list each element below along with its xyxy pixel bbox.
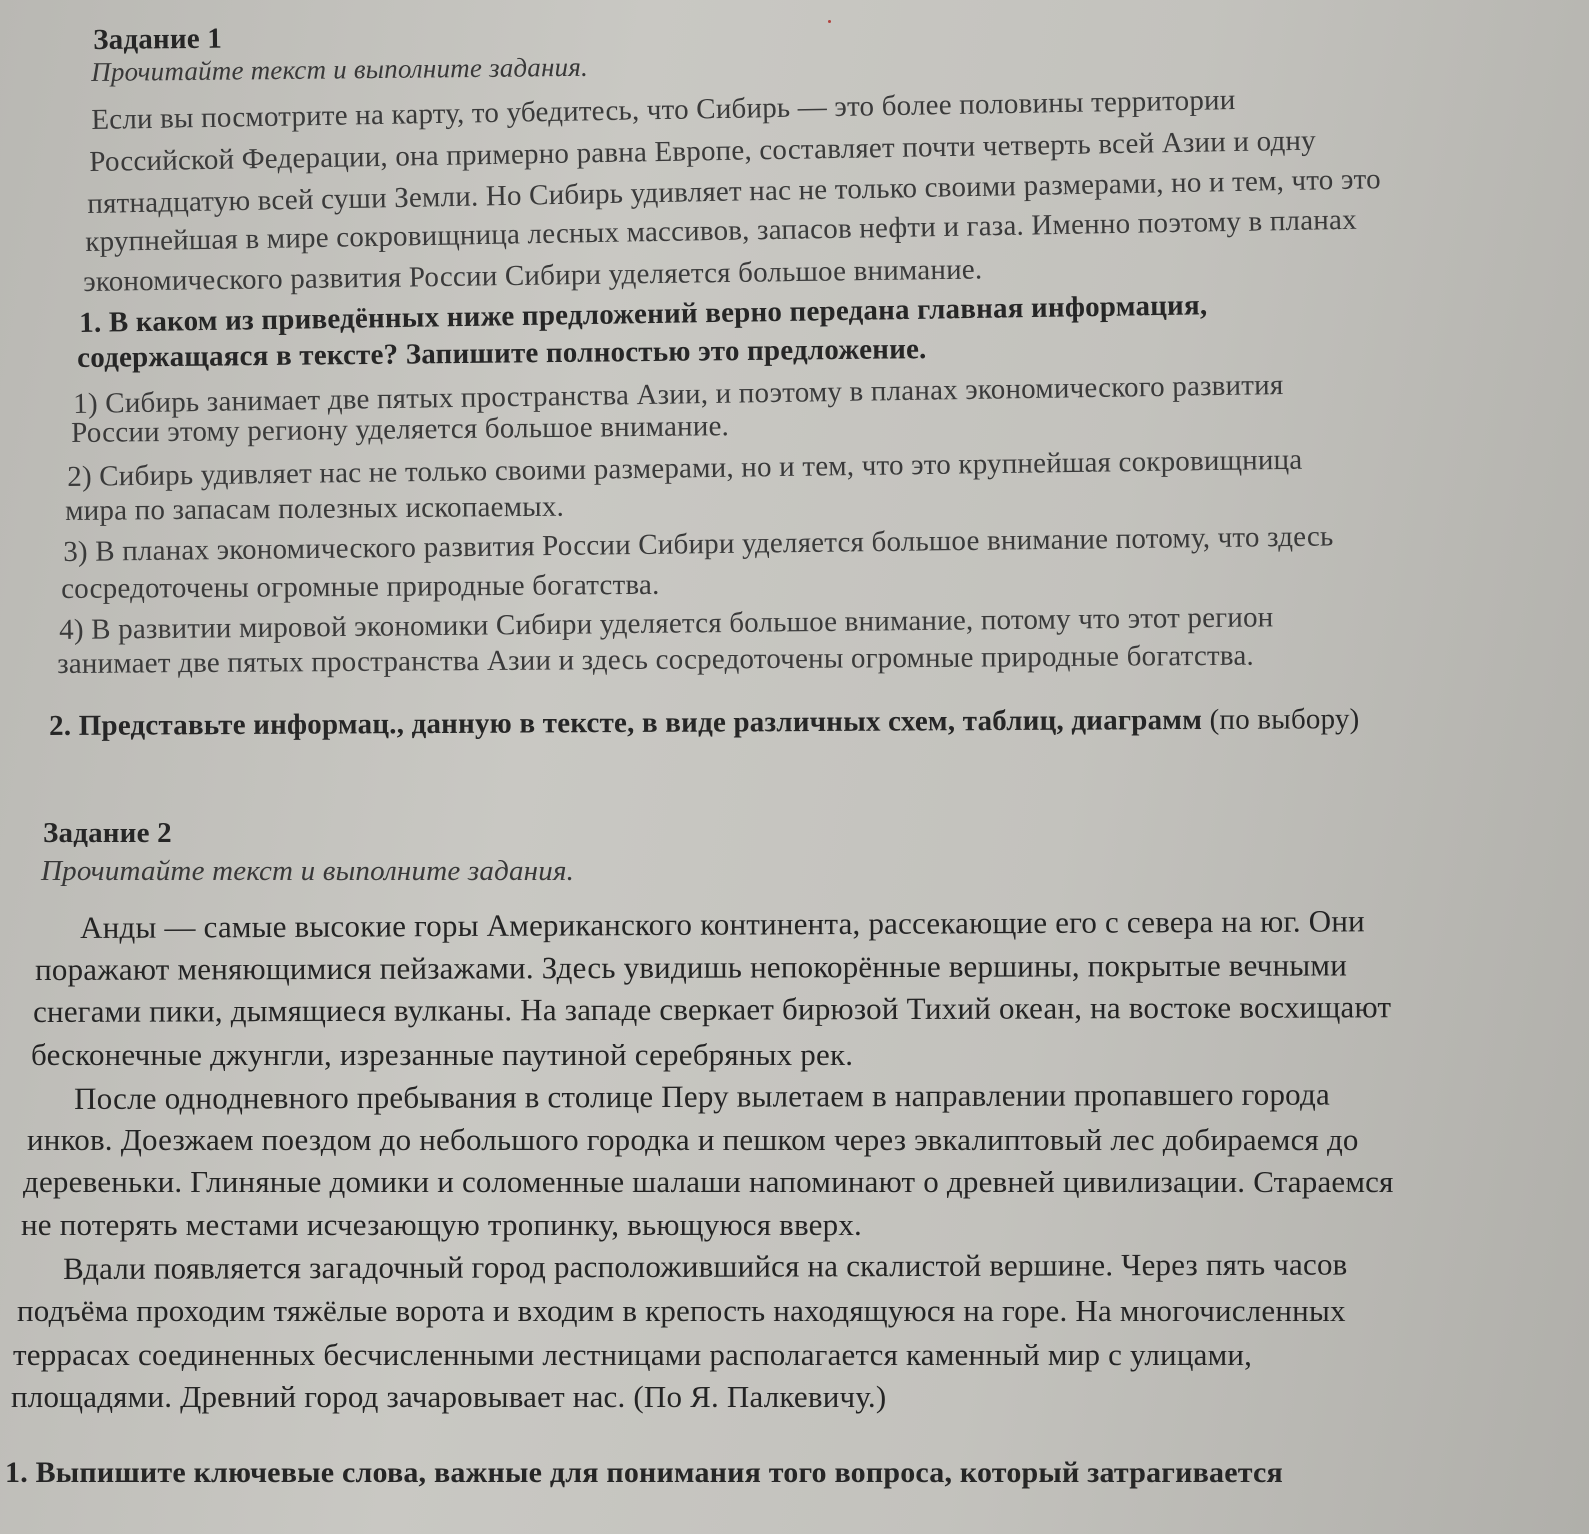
- task1-question2-tail: (по выбору): [1202, 703, 1360, 736]
- task2-text-line: подъёма проходим тяжёлые ворота и входим в крепость находящуюся на горе. На многочисленных: [17, 1293, 1346, 1328]
- task2-text-line: инков. Доезжаем поездом до небольшого городка и пешком через эвкалиптовый лес добираемся до: [27, 1122, 1359, 1157]
- task1-text-line: крупнейшая в мире сокровищница лесных массивов, запасов нефти и газа. Именно поэтому в планах: [85, 203, 1358, 258]
- task1-option-line: России этому региону уделяется большое внимание.: [71, 410, 730, 449]
- task1-text-line: пятнадцатую всей суши Земли. Но Сибирь удивляет нас не только своими размерами, но и тем, что это: [87, 163, 1382, 220]
- task1-text-line: Российской Федерации, она примерно равна Европе, составляет почти четверть всей Азии и одну: [89, 124, 1317, 178]
- task2-text-line: снегами пики, дымящиеся вулканы. На западе сверкает бирюзой Тихий океан, на востоке восхищают: [33, 989, 1392, 1029]
- task1-text-line: Если вы посмотрите на карту, то убедитесь, что Сибирь — это более половины территории: [91, 84, 1236, 136]
- task2-text-line: Анды — самые высокие горы Американского континента, рассекающие его с севера на юг. Они: [80, 903, 1365, 945]
- task2-text-line: площадями. Древний город зачаровывает нас. (По Я. Палкевичу.): [11, 1379, 887, 1414]
- task2-text-line: не потерять местами исчезающую тропинку, вьющуюся вверх.: [21, 1207, 862, 1242]
- task1-option-line: 3) В планах экономического развития России Сибири уделяется большое внимание потому, что здесь: [63, 520, 1334, 568]
- task2-text-line: После однодневного пребывания в столице Перу вылетаем в направлении пропавшего города: [74, 1076, 1330, 1116]
- task1-option-line: 2) Сибирь удивляет нас не только своими размерами, но и тем, что это крупнейшая сокровищница: [67, 443, 1303, 493]
- task2-title: Задание 2: [43, 817, 172, 849]
- task1-question2: [49, 701, 1360, 744]
- task2-text-line: террасах соединенных бесчисленными лестницами располагается каменный мир с улицами,: [13, 1337, 1253, 1372]
- task2-text-line: Вдали появляется загадочный город расположившийся на скалистой вершине. Через пять часов: [63, 1246, 1348, 1286]
- task2-text-line: бесконечные джунгли, изрезанные паутиной серебряных рек.: [31, 1037, 854, 1072]
- red-speck: [828, 20, 831, 23]
- task2-question1: 1. Выпишите ключевые слова, важные для понимания того вопроса, который затрагивается: [5, 1456, 1283, 1489]
- task1-question1-line: содержащаяся в тексте? Запишите полностью это предложение.: [77, 333, 927, 374]
- task2-text-line: поражают меняющимися пейзажами. Здесь увидишь непокорённые вершины, покрытые вечными: [35, 947, 1348, 987]
- task2-text-line: деревеньки. Глиняные домики и соломенные шалаши напоминают о древней цивилизации. Стараемся: [23, 1164, 1394, 1199]
- task1-option-line: занимает две пятых пространства Азии и здесь сосредоточены огромные природные богатства.: [57, 639, 1255, 680]
- task1-option-line: мира по запасам полезных ископаемых.: [65, 490, 565, 527]
- task2-instruction: Прочитайте текст и выполните задания.: [41, 855, 575, 887]
- task1-option-line: сосредоточены огромные природные богатства.: [61, 568, 660, 605]
- task1-question2-bold: 2. Представьте информац., данную в тексте, в виде различных схем, таблиц, диаграмм: [49, 703, 1203, 742]
- task1-instruction: Прочитайте текст и выполните задания.: [91, 51, 589, 87]
- task1-option-line: 4) В развитии мировой экономики Сибири уделяется большое внимание, потому что этот регион: [59, 601, 1274, 646]
- task1-text-line: экономического развития России Сибири уделяется большое внимание.: [83, 253, 983, 298]
- task1-option-line: 1) Сибирь занимает две пятых пространства Азии, и поэтому в планах экономического развития: [73, 368, 1284, 420]
- task1-question1-line: 1. В каком из приведённых ниже предложений верно передана главная информация,: [79, 289, 1208, 339]
- task1-title: Задание 1: [93, 22, 223, 56]
